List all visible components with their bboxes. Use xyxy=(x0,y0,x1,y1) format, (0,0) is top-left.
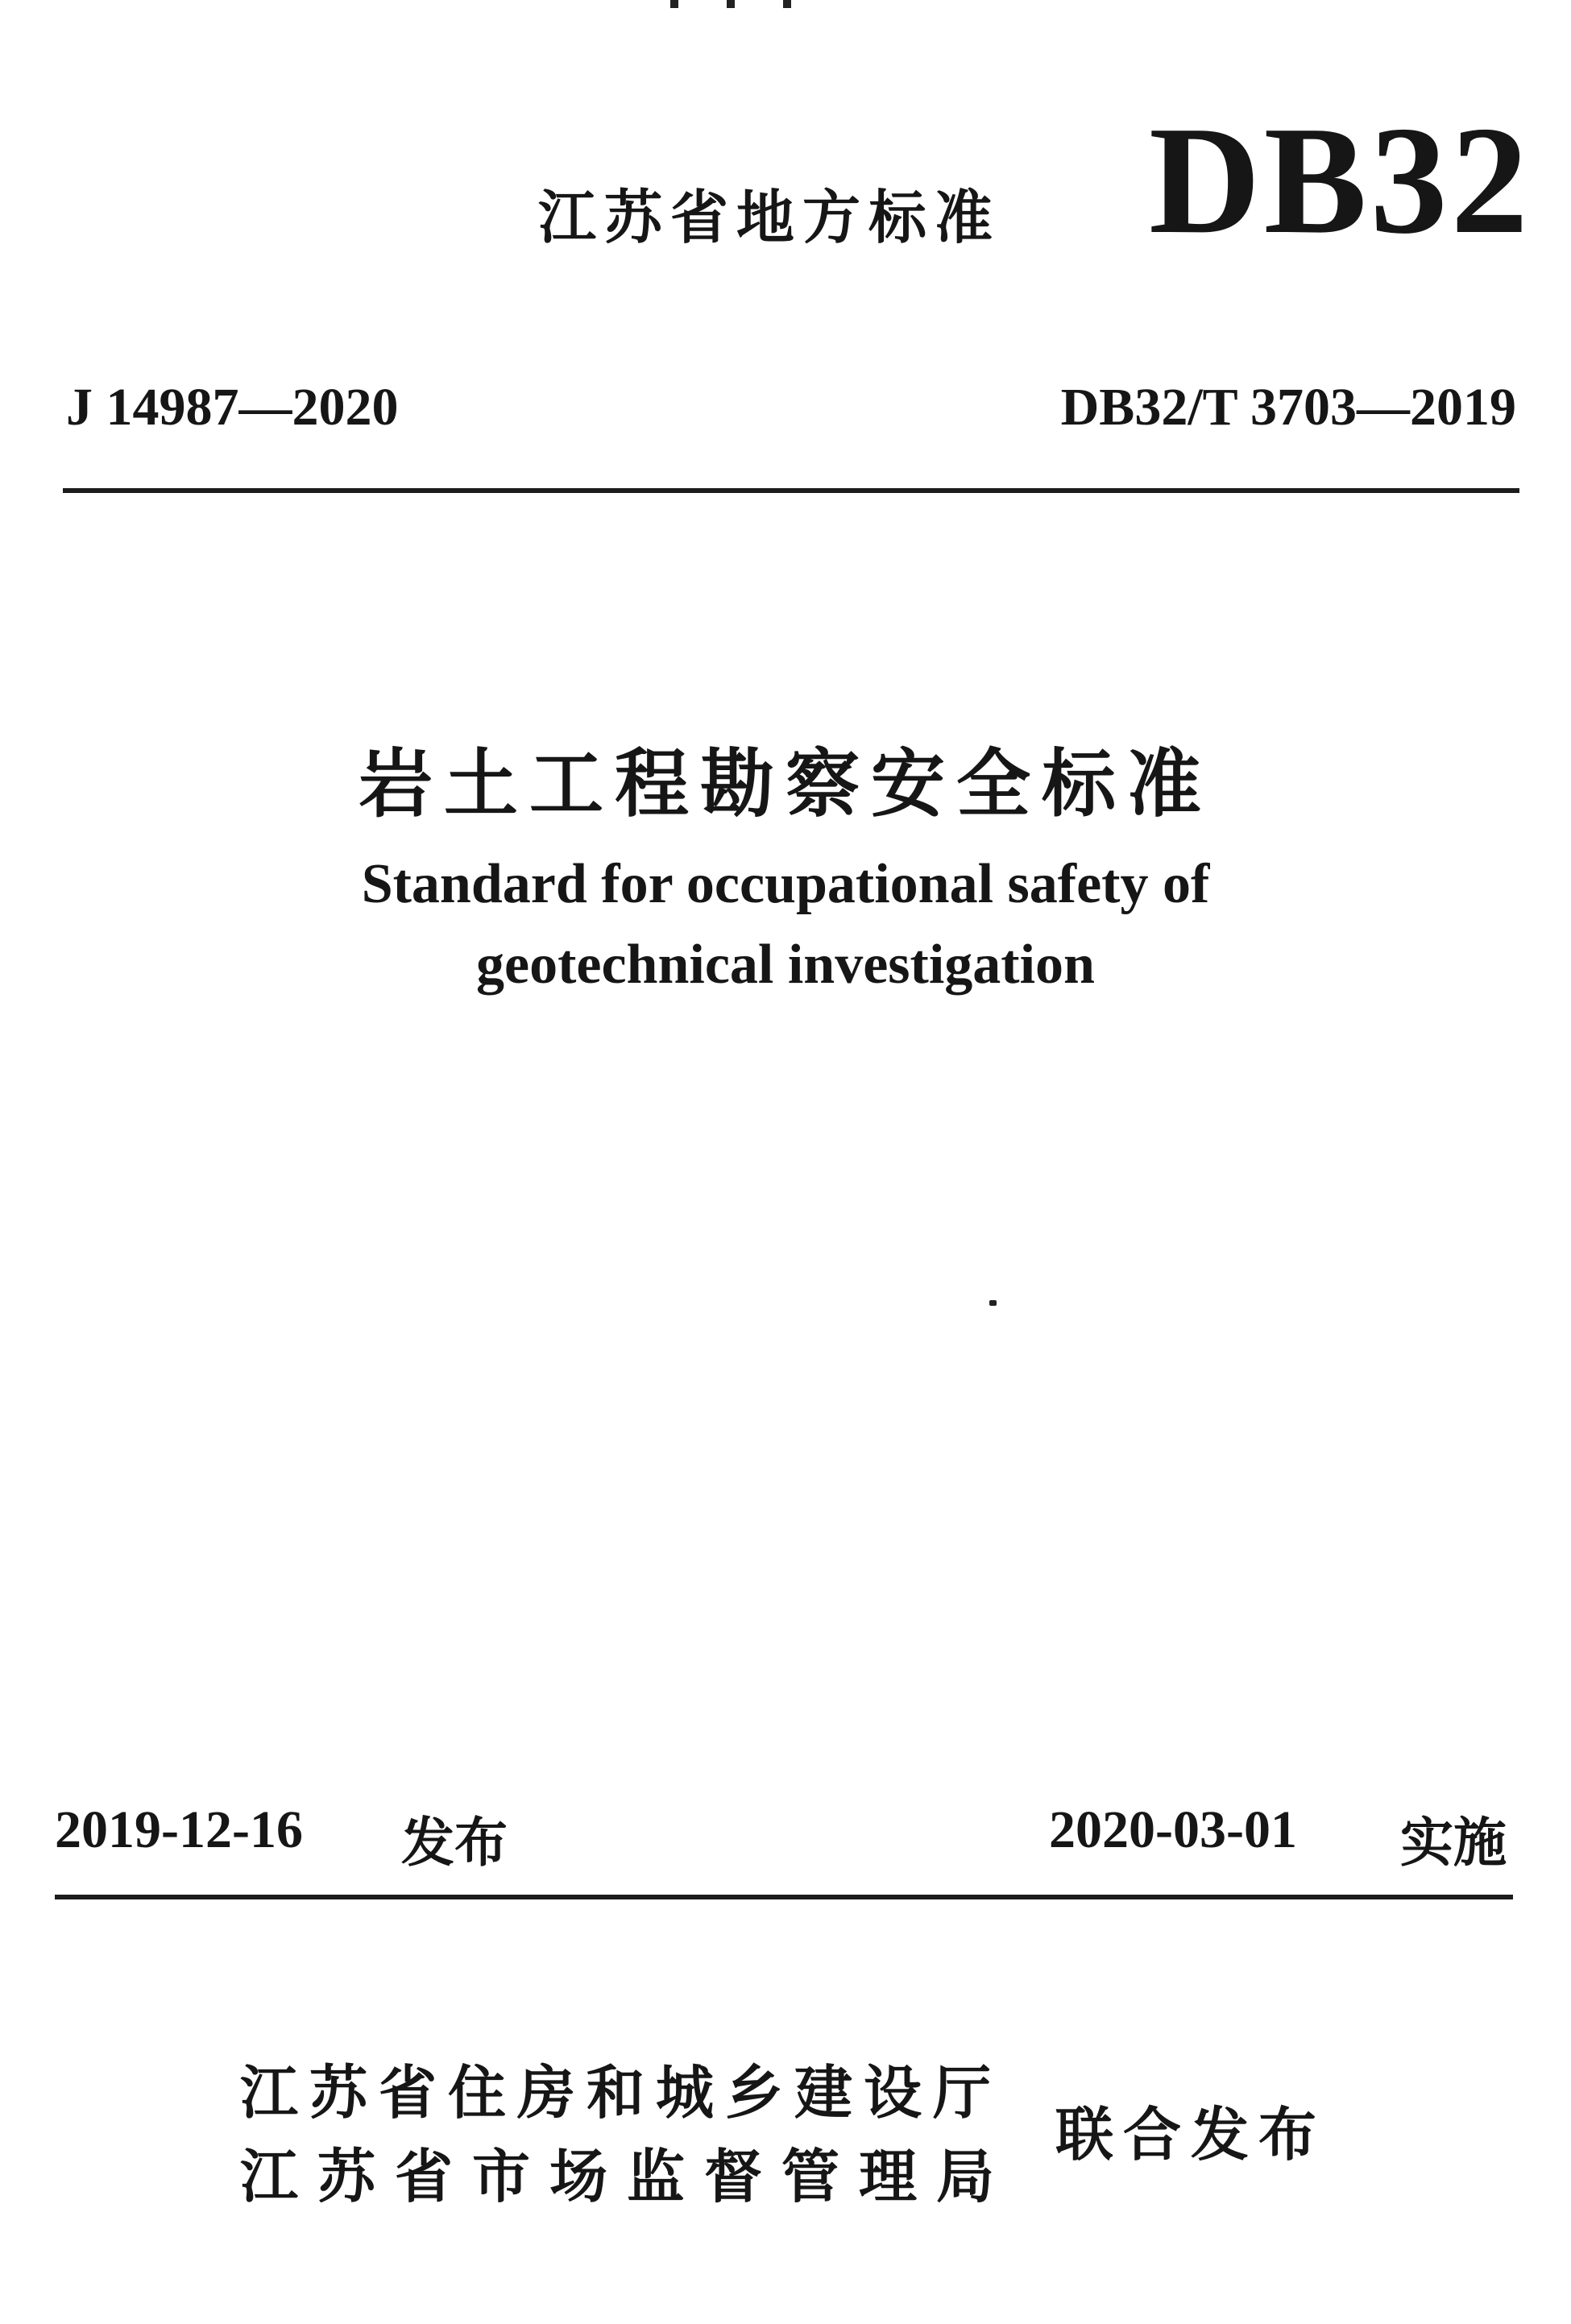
standard-category: 江苏省地方标准 xyxy=(538,184,1001,251)
issuer-market-regulation-bureau: 江苏省市场监督管理局 xyxy=(240,2143,1014,2210)
standard-number: DB32/T 3703—2019 xyxy=(1060,378,1516,437)
title-english-line-1: Standard for occupational safety of xyxy=(361,853,1210,915)
joint-issue-label: 联合发布 xyxy=(1055,2101,1327,2169)
effective-date: 2020-03-01 xyxy=(1049,1800,1297,1859)
standard-code-logo: DB32 xyxy=(1149,94,1532,266)
issuer-housing-department: 江苏省住房和城乡建设厅 xyxy=(240,2059,1003,2127)
publish-date: 2019-12-16 xyxy=(55,1800,303,1859)
effective-label: 实施 xyxy=(1400,1812,1507,1874)
title-chinese: 岩土工程勘察安全标准 xyxy=(358,741,1212,827)
header-divider xyxy=(63,488,1519,493)
top-crop-mark xyxy=(670,0,791,11)
title-english-line-2: geotechnical investigation xyxy=(476,934,1095,996)
record-number: J 14987—2020 xyxy=(66,378,399,437)
dates-divider xyxy=(55,1895,1513,1899)
print-speck xyxy=(989,1300,997,1306)
publish-label: 发布 xyxy=(401,1812,508,1874)
